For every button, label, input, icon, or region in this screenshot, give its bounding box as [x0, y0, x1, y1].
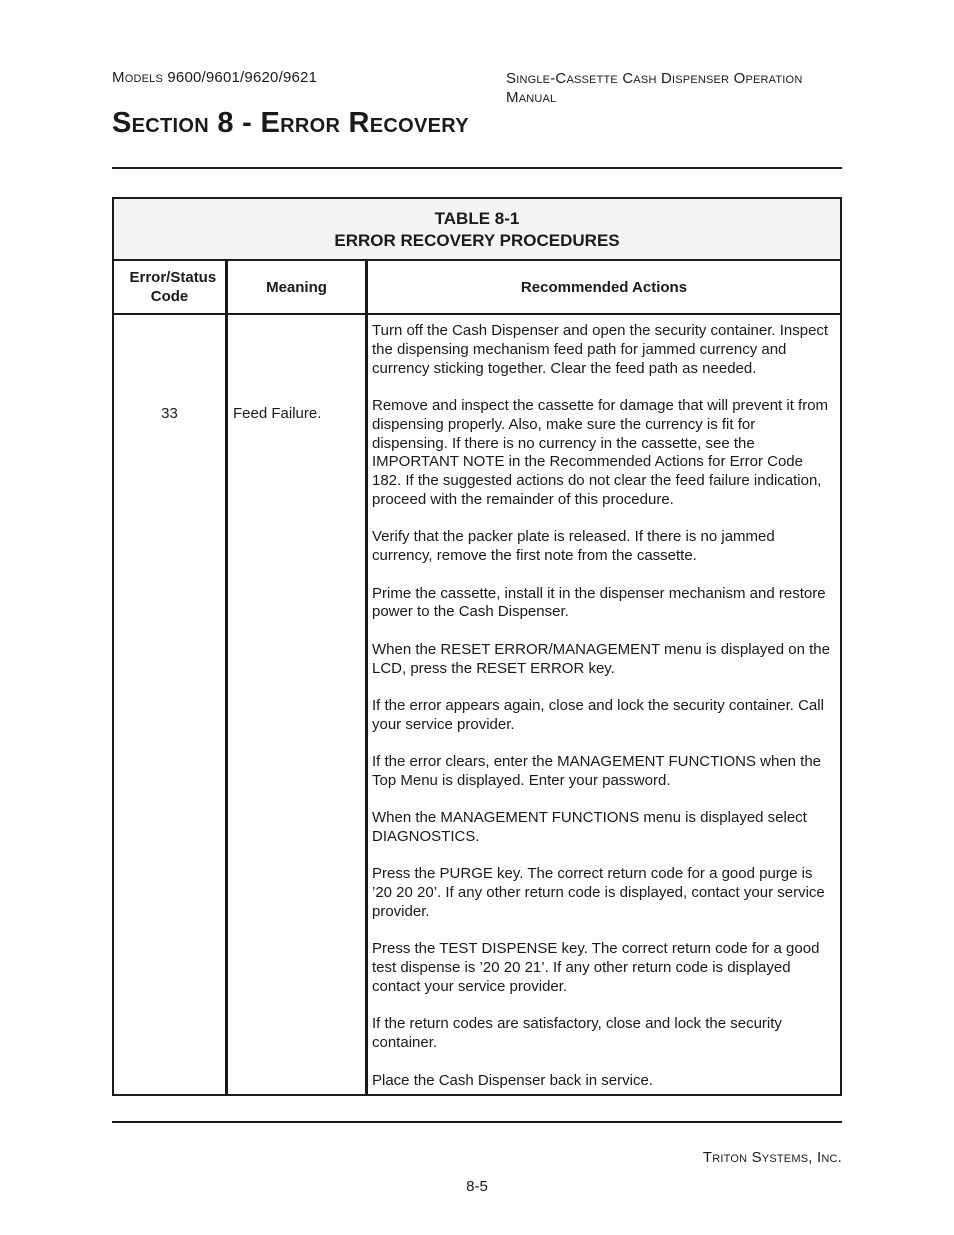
column-divider [365, 261, 368, 1094]
column-divider [225, 261, 228, 1094]
action-step: Prime the cassette, install it in the dispenser mechanism and restore power to the Cash Dispenser. [372, 584, 826, 621]
action-step: If the error appears again, close and lock the security container. Call your service provider. [372, 696, 824, 733]
action-step: Press the TEST DISPENSE key. The correct return code for a good test dispense is ’20 20 21’. If any other return code is displayed contact your service provider. [372, 940, 820, 996]
action-step: Place the Cash Dispenser back in service. [372, 1071, 653, 1089]
action-step: When the RESET ERROR/MANAGEMENT menu is displayed on the LCD, press the RESET ERROR key. [372, 640, 830, 677]
action-step: Remove and inspect the cassette for damage that will prevent it from dispensing properly. Also, make sure the currency is fit for dispensing. If there is no currency in the cassette, see the IMPORTANT NOTE in the Recommended Actions for Error Code 182. If the suggested actions do not clear the feed failure indication, proceed with the remainder of this procedure. [372, 396, 829, 508]
action-step: Verify that the packer plate is released. If there is no jammed currency, remove the first note from the cassette. [372, 528, 775, 565]
action-step: If the error clears, enter the MANAGEMENT FUNCTIONS when the Top Menu is displayed. Enter your password. [372, 753, 822, 789]
table-number: TABLE 8-1 [434, 209, 520, 228]
action-step: Press the PURGE key. The correct return code for a good purge is ’20 20 20’. If any other return code is displayed, contact your service provider. [372, 865, 825, 921]
header-manual-models: Models 9600/9601/9620/9621 [112, 69, 318, 86]
meaning-cell: Feed Failure. [233, 405, 322, 422]
table-title: ERROR RECOVERY PROCEDURES [334, 231, 620, 250]
page-number: 8-5 [466, 1178, 488, 1195]
table-caption [114, 199, 840, 261]
action-step: If the return codes are satisfactory, close and lock the security container. [372, 1015, 782, 1052]
action-step: Turn off the Cash Dispenser and open the security container. Inspect the dispensing mechanism feed path for jammed currency and currency sticking together. Clear the feed path as needed. [372, 322, 829, 377]
footer-company: Triton Systems, Inc. [702, 1149, 842, 1166]
column-header-code-label: Error/Status Code [129, 269, 217, 305]
column-header-meaning: Meaning [228, 261, 365, 315]
bottom-divider [112, 1121, 842, 1123]
recommended-actions-cell [372, 322, 832, 1109]
top-divider [112, 167, 842, 169]
action-step: When the MANAGEMENT FUNCTIONS menu is displayed select DIAGNOSTICS. [372, 809, 807, 846]
header-manual-title: Single-Cassette Cash Dispenser Operation Manual [506, 70, 803, 106]
section-title: Section 8 - Error Recovery [112, 107, 469, 139]
column-header-actions: Recommended Actions [368, 261, 840, 315]
error-code-cell: 33 [161, 405, 178, 422]
column-header-code [114, 261, 225, 315]
error-recovery-table [112, 197, 842, 1096]
